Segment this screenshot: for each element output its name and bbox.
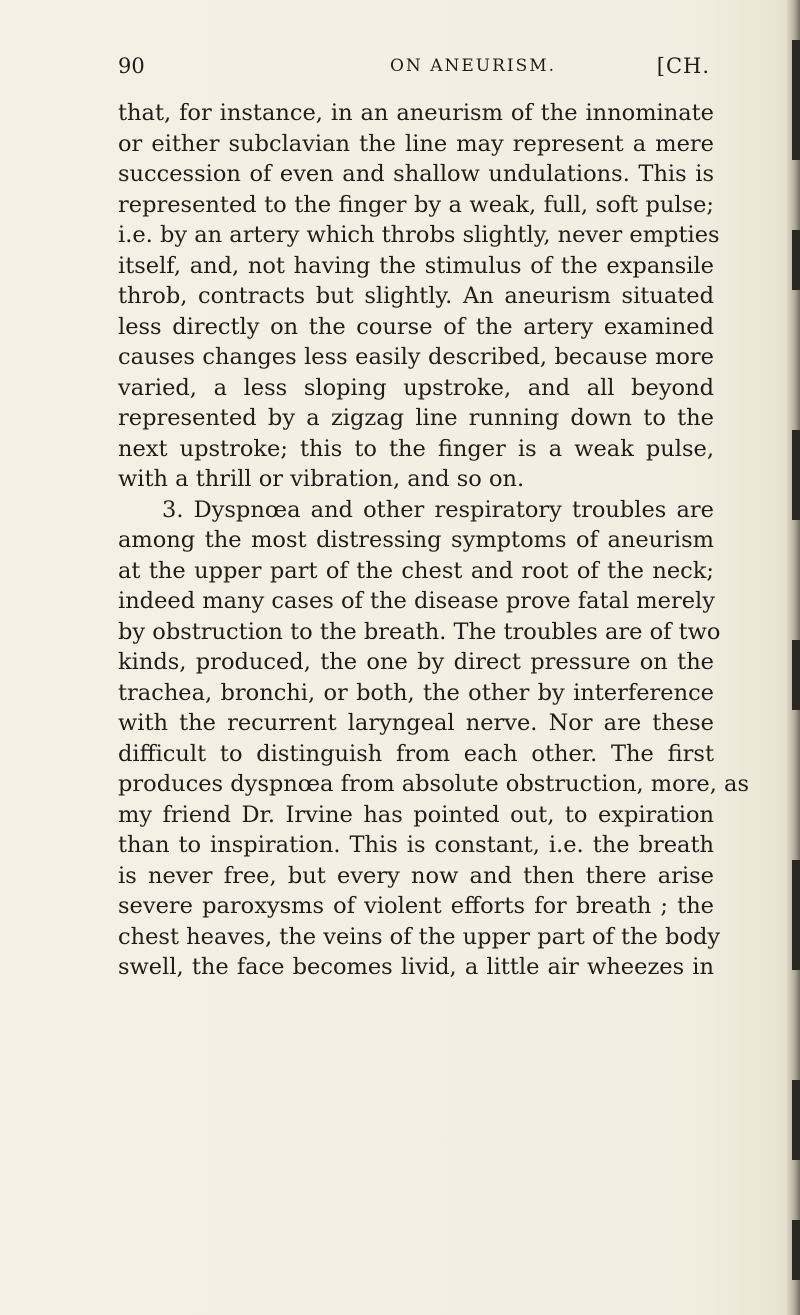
running-title: ON ANEURISM. [390, 56, 557, 76]
text-line: among the most distressing symptoms of aneurism [118, 527, 714, 553]
text-line: kinds, produced, the one by direct pressure on the [118, 649, 714, 675]
page-header [118, 54, 714, 84]
page-edge-mark [792, 640, 800, 710]
page-edge-mark [792, 40, 800, 160]
text-line: represented by a zigzag line running down to the [118, 405, 714, 431]
text-line: trachea, bronchi, or both, the other by interference [118, 679, 714, 706]
text-line: causes changes less easily described, because more [118, 344, 714, 370]
text-line: is never free, but every now and then there arise [118, 862, 714, 889]
text-line: itself, and, not having the stimulus of the expansile [118, 252, 714, 279]
text-line: indeed many cases of the disease prove fatal merely [118, 588, 715, 614]
text-line: difficult to distinguish from each other. The first [118, 740, 714, 767]
text-line: i.e. by an artery which throbs slightly, never empties [118, 222, 720, 248]
text-line: throb, contracts but slightly. An aneurism situated [118, 283, 714, 309]
text-line: represented to the finger by a weak, full, soft pulse; [118, 191, 714, 218]
text-line: or either subclavian the line may represent a mere [118, 130, 714, 157]
page-edge-mark [792, 430, 800, 520]
page-edge-mark [792, 1220, 800, 1280]
text-line: swell, the face becomes livid, a little air wheezes in [118, 954, 714, 980]
page-number: 90 [118, 54, 145, 78]
text-line: by obstruction to the breath. The troubles are of two [118, 618, 721, 645]
body-text [118, 98, 749, 983]
page-edge-mark [792, 1080, 800, 1160]
page-edge-mark [792, 860, 800, 970]
text-line: with the recurrent laryngeal nerve. Nor are these [118, 710, 714, 736]
text-line: varied, a less sloping upstroke, and all beyond [118, 374, 714, 401]
text-line: severe paroxysms of violent efforts for breath ; the [118, 893, 714, 919]
text-line: my friend Dr. Irvine has pointed out, to expiration [118, 801, 714, 828]
text-line: than to inspiration. This is constant, i.e. the breath [118, 832, 714, 858]
chapter-mark: [CH. [656, 54, 710, 78]
text-line: succession of even and shallow undulations. This is [118, 161, 714, 187]
text-line: next upstroke; this to the finger is a weak pulse, [118, 435, 714, 462]
text-line: chest heaves, the veins of the upper part of the body [118, 923, 721, 950]
paragraph-start-line: 3. Dyspnœa and other respiratory troubles are [162, 496, 714, 523]
text-line: that, for instance, in an aneurism of the innominate [118, 100, 714, 126]
text-line: less directly on the course of the artery examined [118, 313, 714, 340]
page-edge-mark [792, 230, 800, 290]
text-line: produces dyspnœa from absolute obstruction, more, as [118, 771, 749, 797]
paragraph-end-line: with a thrill or vibration, and so on. [118, 466, 525, 492]
text-line: at the upper part of the chest and root of the neck; [118, 557, 714, 584]
